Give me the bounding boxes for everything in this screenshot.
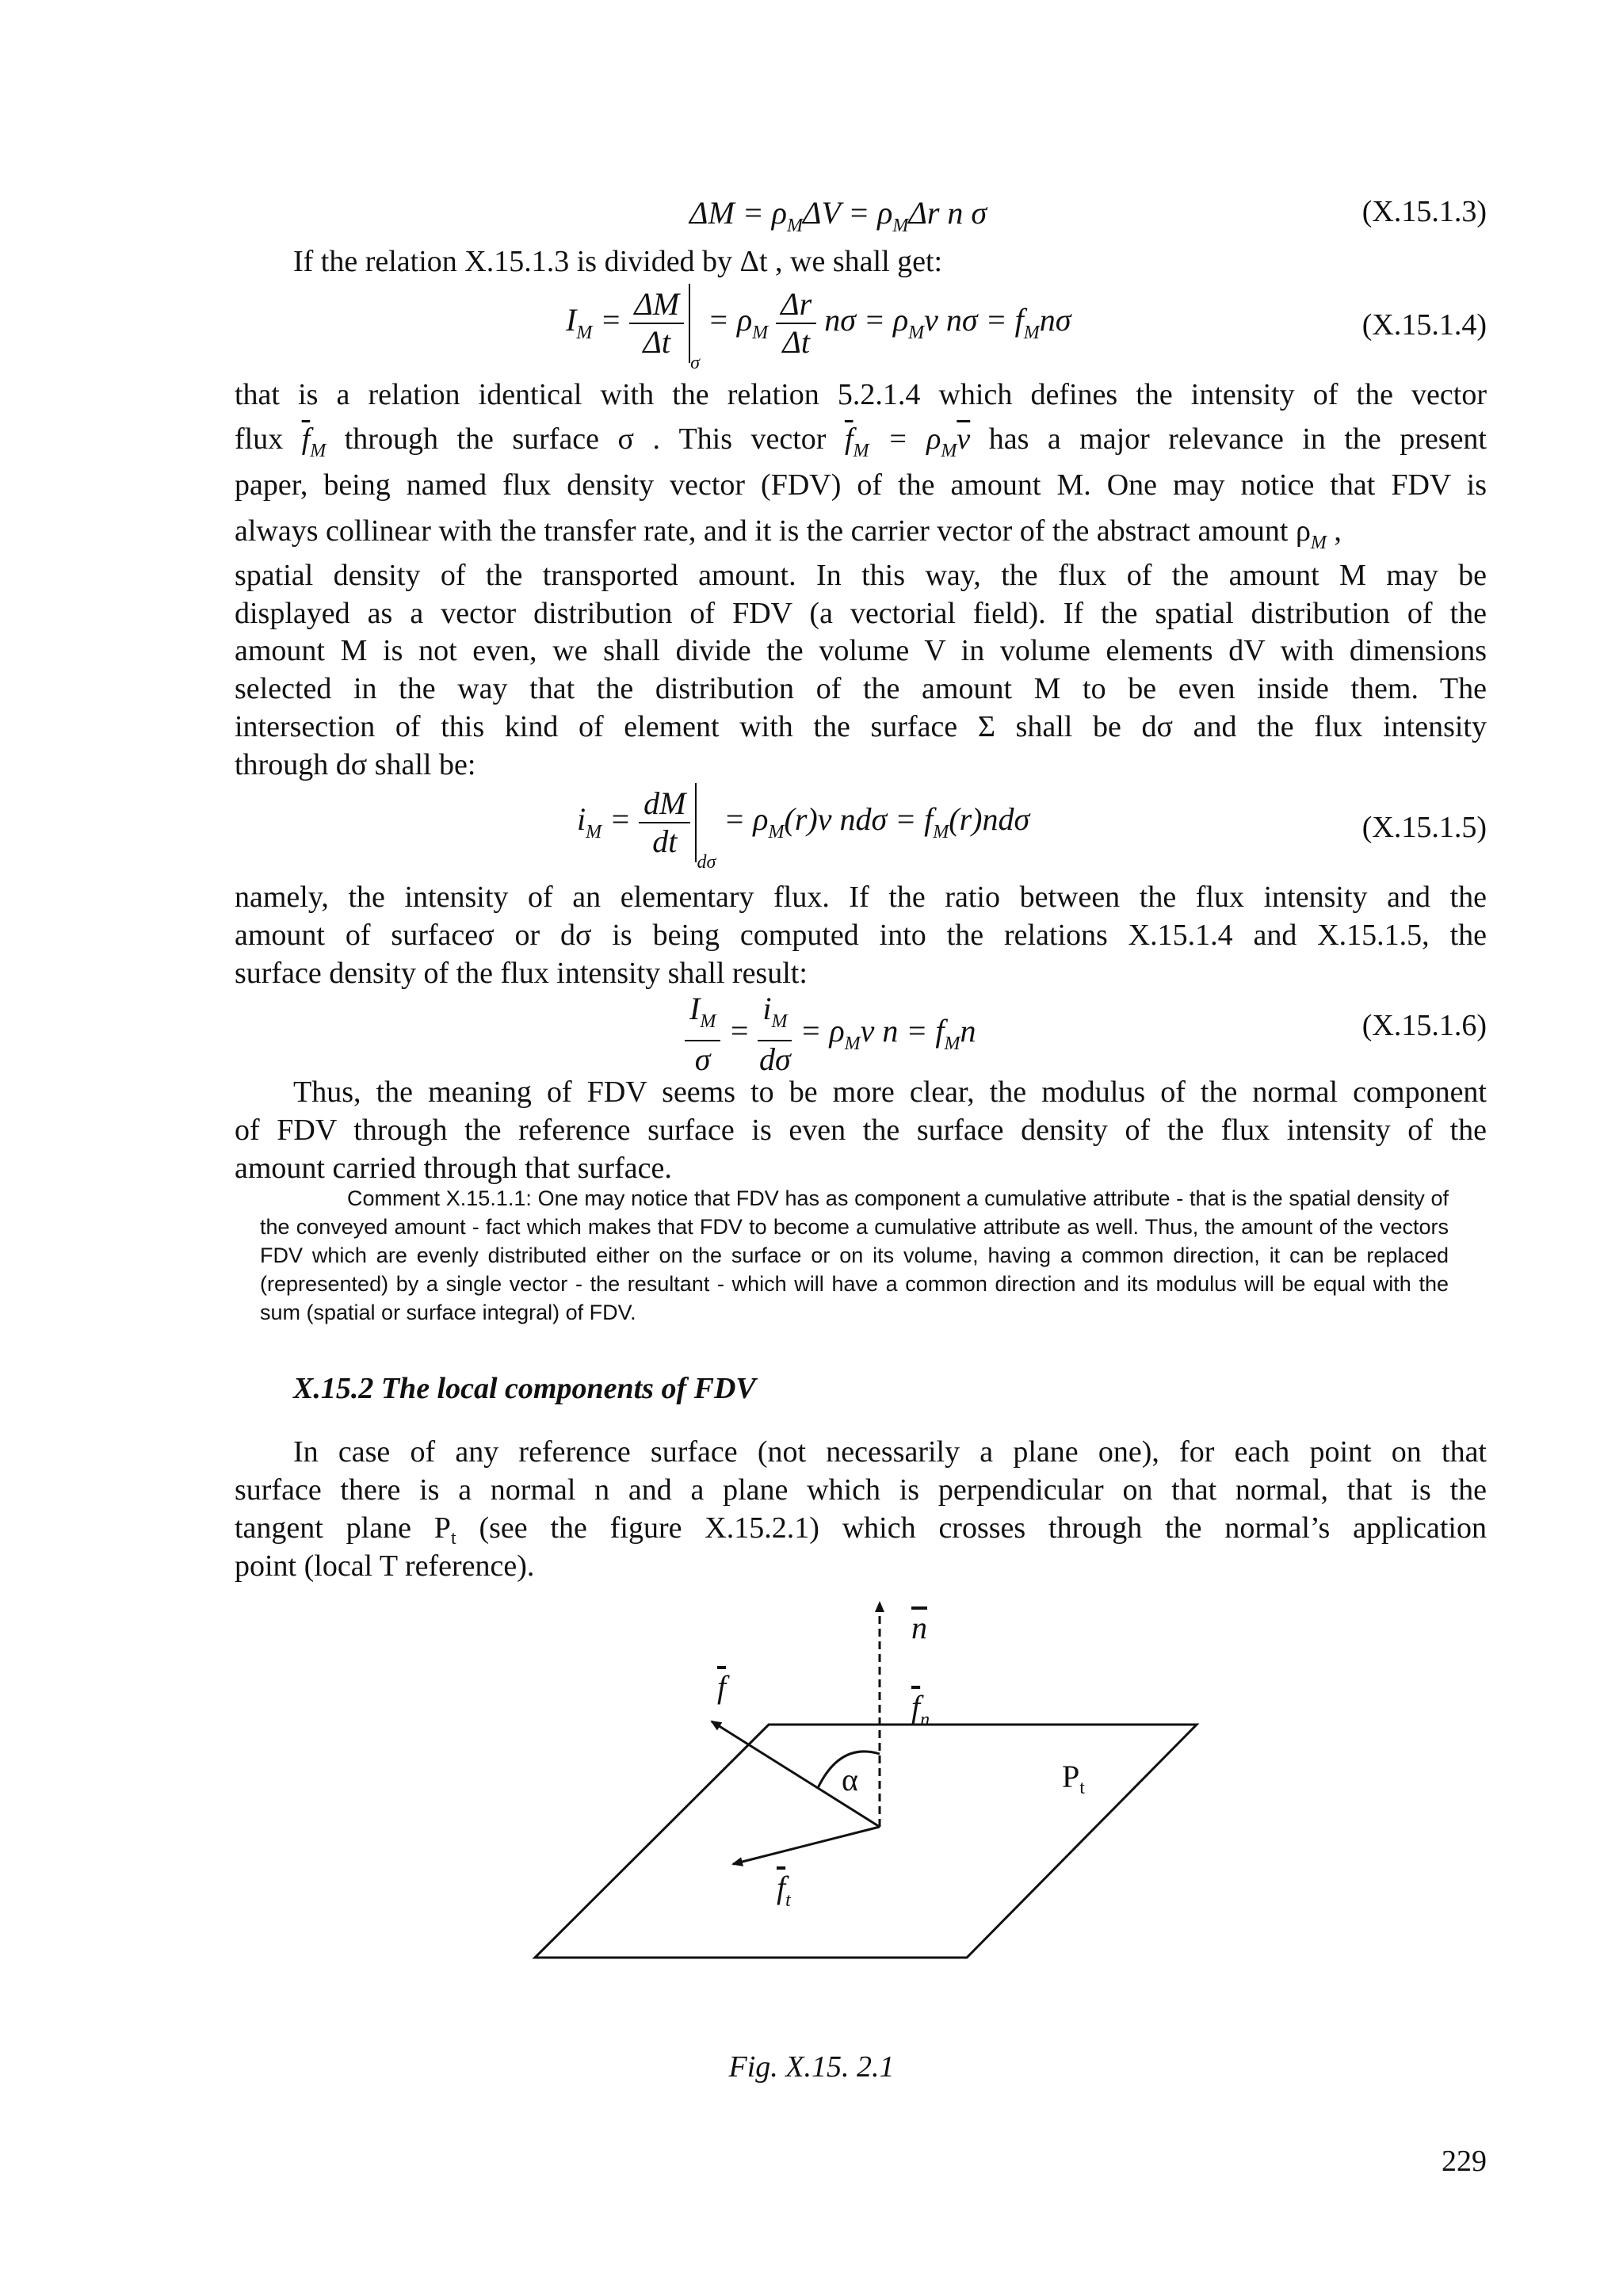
text-line: point (local T reference). bbox=[235, 1549, 535, 1583]
text-line: In case of any reference surface (not necessarily a plane one), for each point on that bbox=[293, 1435, 1487, 1469]
text-line: namely, the intensity of an elementary flux. If the ratio between the flux intensity and the bbox=[235, 881, 1487, 914]
text-line: paper, being named flux density vector (FDV) of the amount M. One may notice that FDV is bbox=[235, 468, 1487, 502]
equation-x15-1-4: $I_M$ = $\frac{\Delta M}{\Delta t}$ $_\sigma = \rho_M$ $\frac{\Delta r}{\Delta t}$ $n\sigma = \rho_Mv$ $n\sigma = f_Mn\sigma$ bbox=[566, 284, 1071, 374]
equation-number: (X.15.1.4) bbox=[1361, 308, 1487, 342]
text-line: of FDV through the reference surface is even the surface density of the flux intensity of the bbox=[235, 1114, 1487, 1147]
label-f: $\overline{f}$ bbox=[717, 1669, 727, 1705]
equation-x15-1-3: $\Delta M = \rho_M\Delta V = \rho_M\Delta r$ n σ bbox=[689, 195, 987, 236]
text-line: surface there is a normal n and a plane which is perpendicular on that normal, that is the bbox=[235, 1473, 1487, 1507]
text-line: amount carried through that surface. bbox=[235, 1152, 672, 1185]
text-line: surface density of the flux intensity shall result: bbox=[235, 957, 808, 990]
equation-number: (X.15.1.6) bbox=[1361, 1009, 1487, 1042]
page-number: 229 bbox=[1442, 2145, 1487, 2178]
text-line: displayed as a vector distribution of FDV (a vectorial field). If the spatial distribution of the bbox=[235, 597, 1487, 630]
text-line: that is a relation identical with the relation 5.2.1.4 which defines the intensity of the vector bbox=[235, 378, 1487, 411]
text-line: amount of surfaceσ or dσ is being computed into the relations X.15.1.4 and X.15.1.5, the bbox=[235, 919, 1487, 952]
equation-x15-1-6: $\frac{I_M}{\sigma}$ = $\frac{i_M}{d\sigma}$ = $\rho_Mv$ $n = f_Mn$ bbox=[685, 991, 976, 1078]
label-fn: $\overline{f}_n$ bbox=[911, 1689, 930, 1730]
equation-x15-1-5: $i_M$ = $\frac{dM}{dt}$ $_{d\sigma} = \rho_M(r)v$ $nd\sigma = f_M(r)nd\sigma$ bbox=[577, 783, 1029, 873]
text-line: tangent plane $P_t$ (see the figure X.15.2.1) which crosses through the normal’s application bbox=[235, 1511, 1487, 1549]
text-line: selected in the way that the distribution of the amount M to be even inside them. The bbox=[235, 672, 1487, 705]
section-heading: X.15.2 The local components of FDV bbox=[293, 1372, 756, 1405]
label-plane: $P_t$ bbox=[1062, 1759, 1085, 1798]
tangent-plane bbox=[535, 1725, 1197, 1958]
text-line: Thus, the meaning of FDV seems to be more clear, the modulus of the normal component bbox=[293, 1075, 1487, 1109]
equation-number: (X.15.1.5) bbox=[1361, 811, 1487, 844]
text-line: intersection of this kind of element with the surface Σ shall be dσ and the flux intensity bbox=[235, 710, 1487, 743]
label-ft: $\overline{f}_t$ bbox=[777, 1870, 791, 1911]
text-line: spatial density of the transported amount. In this way, the flux of the amount M may be bbox=[235, 559, 1487, 592]
text-line: amount M is not even, we shall divide the volume V in volume elements dV with dimensions bbox=[235, 634, 1487, 667]
text-line: flux $\overline{f}_M$ through the surface σ . This vector $\overline{f}_M = \rho_M\overline{v}$ has a major relevance in the present bbox=[235, 422, 1487, 461]
label-alpha: α bbox=[842, 1762, 858, 1797]
equation-number: (X.15.1.3) bbox=[1361, 195, 1487, 228]
text-line: If the relation X.15.1.3 is divided by Δt , we shall get: bbox=[293, 245, 943, 278]
label-n: $\overline{n}$ bbox=[911, 1610, 927, 1645]
text-line: through dσ shall be: bbox=[235, 748, 476, 781]
text-line: always collinear with the transfer rate, and it is the carrier vector of the abstract amount $\rho_M$ , bbox=[235, 514, 1342, 553]
figure-caption: Fig. X.15. 2.1 bbox=[728, 2050, 895, 2084]
comment-block: Comment X.15.1.1: One may notice that FDV has as component a cumulative attribute - that is the spatial density of the conveyed amount - fact which makes that FDV to become a cumulative attribute as well. Thus, the amount of the vectors FDV which are evenly distributed either on the surface or on its volume, having a common direction, it can be replaced (represented) by a single vector - the resultant - which will have a common direction and its modulus will be equal with the sum (spatial or surface integral) of FDV. bbox=[260, 1186, 1449, 1324]
tangential-component bbox=[733, 1827, 880, 1864]
